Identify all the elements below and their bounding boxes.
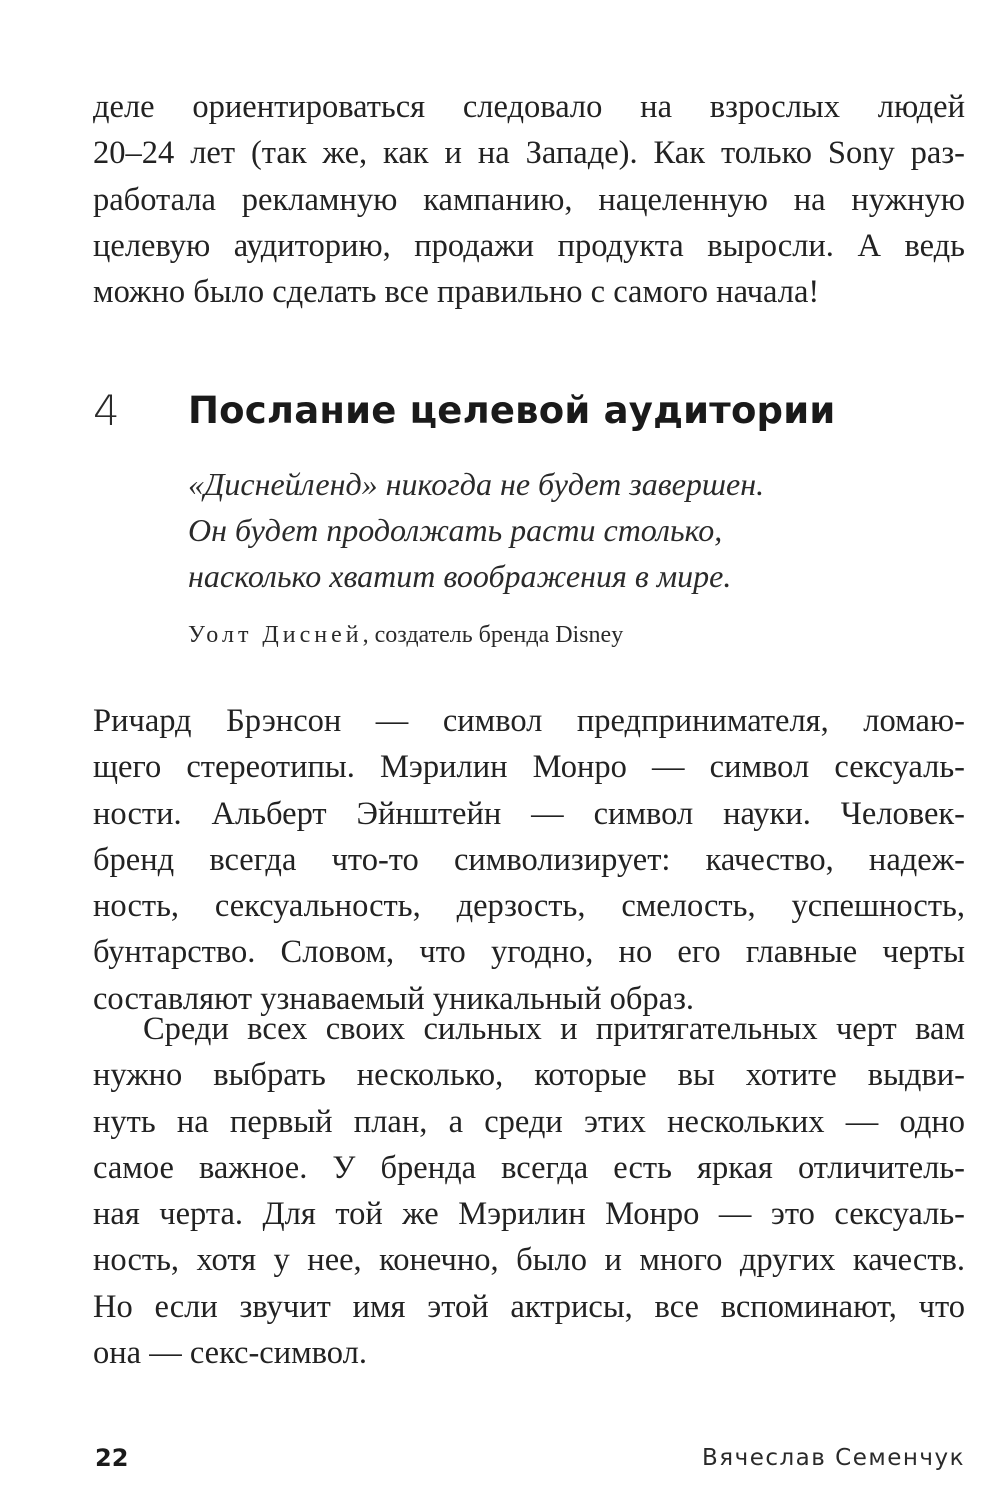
text-line: работала рекламную кампанию, нацеленную на нужную (93, 181, 965, 218)
text-line: деле ориентироваться следовало на взрослых людей (93, 89, 965, 125)
text-line: щего стереотипы. Мэрилин Монро — символ сексуаль- (93, 749, 965, 786)
text-line: целевую аудиторию, продажи продукта выросли. А ведь (93, 227, 965, 264)
text-line: бунтарство. Словом, что угодно, но его главные черты (93, 934, 965, 971)
text-line: ная черта. Для той же Мэрилин Монро — это сексуаль- (93, 1196, 965, 1233)
epigraph-attribution (188, 618, 623, 652)
text-line: она — секс-символ. (93, 1335, 367, 1372)
text-line: Среди всех своих сильных и притягательных черт вам (143, 1011, 965, 1047)
body-paragraph-1 (93, 698, 965, 1022)
text-line: ность, хотя у нее, конечно, было и много других качеств. (93, 1242, 965, 1279)
text-line: можно было сделать все правильно с самого начала! (93, 274, 820, 311)
intro-paragraph (93, 84, 965, 315)
text-line: ности. Альберт Эйнштейн — символ науки. Человек- (93, 795, 965, 832)
running-footer-author: Вячеслав Семенчук (701, 1445, 965, 1471)
page-number: 22 (95, 1444, 129, 1472)
epigraph-author-description: , создатель бренда Disney (362, 622, 624, 648)
chapter-title: Послание целевой аудитории (188, 389, 836, 432)
epigraph-quote (188, 461, 888, 599)
text-line: составляют узнаваемый уникальный образ. (93, 980, 695, 1017)
epigraph-author-name: Уолт Дисней (188, 622, 363, 648)
chapter-number: 4 (93, 386, 120, 435)
text-line: самое важное. У бренда всегда есть яркая отличитель- (93, 1149, 965, 1186)
text-line: нужно выбрать несколько, которые вы хотите выдви- (93, 1057, 965, 1094)
text-line: бренд всегда что-то символизирует: качество, надеж- (93, 841, 965, 878)
text-line: ность, сексуальность, дерзость, смелость, успешность, (93, 888, 965, 925)
text-line: Ричард Брэнсон — символ предпринимателя, ломаю- (93, 703, 965, 739)
epigraph-line: Он будет продолжать расти столько, (188, 512, 723, 548)
body-paragraph-2 (93, 1006, 965, 1376)
epigraph-line: насколько хватит воображения в мире. (188, 558, 732, 594)
text-line: 20–24 лет (так же, как и на Западе). Как только Sony раз- (93, 135, 965, 172)
text-line: нуть на первый план, а среди этих нескольких — одно (93, 1103, 965, 1140)
epigraph-line: «Диснейленд» никогда не будет завершен. (188, 466, 765, 502)
text-line: Но если звучит имя этой актрисы, все вспоминают, что (93, 1288, 965, 1325)
